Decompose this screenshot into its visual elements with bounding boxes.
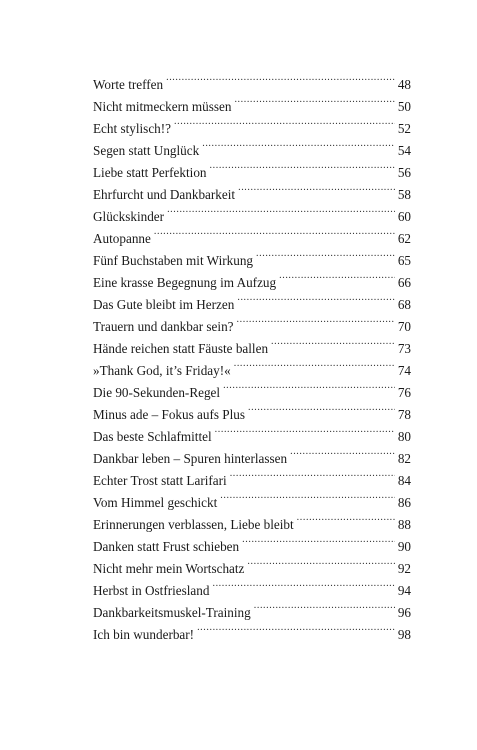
toc-entry-page-number: 66: [397, 275, 411, 290]
toc-entry-page-number: 96: [397, 605, 411, 620]
toc-entry-title: Herbst in Ostfriesland: [93, 583, 210, 598]
dot-leader: [223, 375, 395, 397]
toc-entry-title: Autopanne: [93, 231, 151, 246]
toc-entry-title: Eine krasse Begegnung im Aufzug: [93, 275, 277, 290]
dot-leader: [238, 177, 395, 199]
dot-leader: [242, 529, 395, 551]
toc-entry-title: Segen statt Unglück: [93, 143, 200, 158]
dot-leader: [248, 397, 395, 419]
toc-entry-title: Liebe statt Perfektion: [93, 165, 207, 180]
toc-entry-page-number: 80: [397, 429, 411, 444]
dot-leader: [174, 111, 395, 133]
dot-leader: [212, 573, 394, 595]
toc-entry-title: Ehrfurcht und Dankbarkeit: [93, 187, 236, 202]
toc-entry-title: Minus ade – Fokus aufs Plus: [93, 407, 246, 422]
toc-entry-title: Glückskinder: [93, 209, 165, 224]
dot-leader: [215, 419, 395, 441]
toc-entry-title: »Thank God, it’s Friday!«: [93, 363, 231, 378]
toc-entry-page-number: 70: [397, 319, 411, 334]
dot-leader: [247, 551, 394, 573]
dot-leader: [166, 67, 395, 89]
toc-entry-title: Hände reichen statt Fäuste ballen: [93, 341, 269, 356]
toc-entry-page-number: 50: [397, 99, 411, 114]
toc-entry-title: Echt stylisch!?: [93, 121, 172, 136]
dot-leader: [154, 221, 395, 243]
toc-entry-title: Dankbar leben – Spuren hinterlassen: [93, 451, 288, 466]
toc-entry-page-number: 73: [397, 341, 411, 356]
dot-leader: [290, 441, 395, 463]
dot-leader: [256, 243, 395, 265]
dot-leader: [237, 309, 395, 331]
toc-entry-page-number: 84: [397, 473, 411, 488]
toc-entry-title: Dankbarkeitsmuskel-Training: [93, 605, 251, 620]
toc-entry-page-number: 74: [397, 363, 411, 378]
toc-entry-title: Das Gute bleibt im Herzen: [93, 297, 235, 312]
toc-entry-page-number: 86: [397, 495, 411, 510]
toc-entry-page-number: 54: [397, 143, 411, 158]
toc-entry-page-number: 68: [397, 297, 411, 312]
toc-entry-page-number: 92: [397, 561, 411, 576]
toc-entry-page-number: 60: [397, 209, 411, 224]
toc-entry-page-number: 78: [397, 407, 411, 422]
dot-leader: [197, 617, 395, 639]
toc-entry-title: Nicht mitmeckern müssen: [93, 99, 232, 114]
toc-entry-title: Die 90-Sekunden-Regel: [93, 385, 221, 400]
toc-entry-page-number: 56: [397, 165, 411, 180]
dot-leader: [234, 353, 395, 375]
toc-entry-title: Trauern und dankbar sein?: [93, 319, 234, 334]
toc-entry-page-number: 48: [397, 77, 411, 92]
dot-leader: [234, 89, 394, 111]
toc-entry-page-number: 62: [397, 231, 411, 246]
dot-leader: [237, 287, 394, 309]
toc-entry-title: Vom Himmel geschickt: [93, 495, 218, 510]
toc-entry-title: Ich bin wunderbar!: [93, 627, 195, 642]
table-of-contents: [93, 67, 411, 642]
toc-entry: [93, 67, 411, 92]
dot-leader: [220, 485, 395, 507]
toc-entry-page-number: 88: [397, 517, 411, 532]
toc-entry-title: Nicht mehr mein Wortschatz: [93, 561, 245, 576]
dot-leader: [254, 595, 395, 617]
toc-entry-page-number: 90: [397, 539, 411, 554]
toc-entry-page-number: 52: [397, 121, 411, 136]
toc-entry-page-number: 65: [397, 253, 411, 268]
toc-entry-page-number: 94: [397, 583, 411, 598]
dot-leader: [297, 507, 395, 529]
toc-entry-title: Fünf Buchstaben mit Wirkung: [93, 253, 254, 268]
toc-entry-title: Erinnerungen verblassen, Liebe bleibt: [93, 517, 294, 532]
toc-entry-page-number: 82: [397, 451, 411, 466]
dot-leader: [202, 133, 395, 155]
toc-entry-page-number: 98: [397, 627, 411, 642]
dot-leader: [279, 265, 395, 287]
toc-entry-title: Echter Trost statt Larifari: [93, 473, 227, 488]
toc-entry-title: Worte treffen: [93, 77, 164, 92]
toc-entry-title: Danken statt Frust schieben: [93, 539, 240, 554]
dot-leader: [167, 199, 395, 221]
dot-leader: [210, 155, 395, 177]
toc-entry-page-number: 76: [397, 385, 411, 400]
toc-entry-title: Das beste Schlafmittel: [93, 429, 212, 444]
dot-leader: [230, 463, 395, 485]
dot-leader: [271, 331, 395, 353]
toc-entry-page-number: 58: [397, 187, 411, 202]
